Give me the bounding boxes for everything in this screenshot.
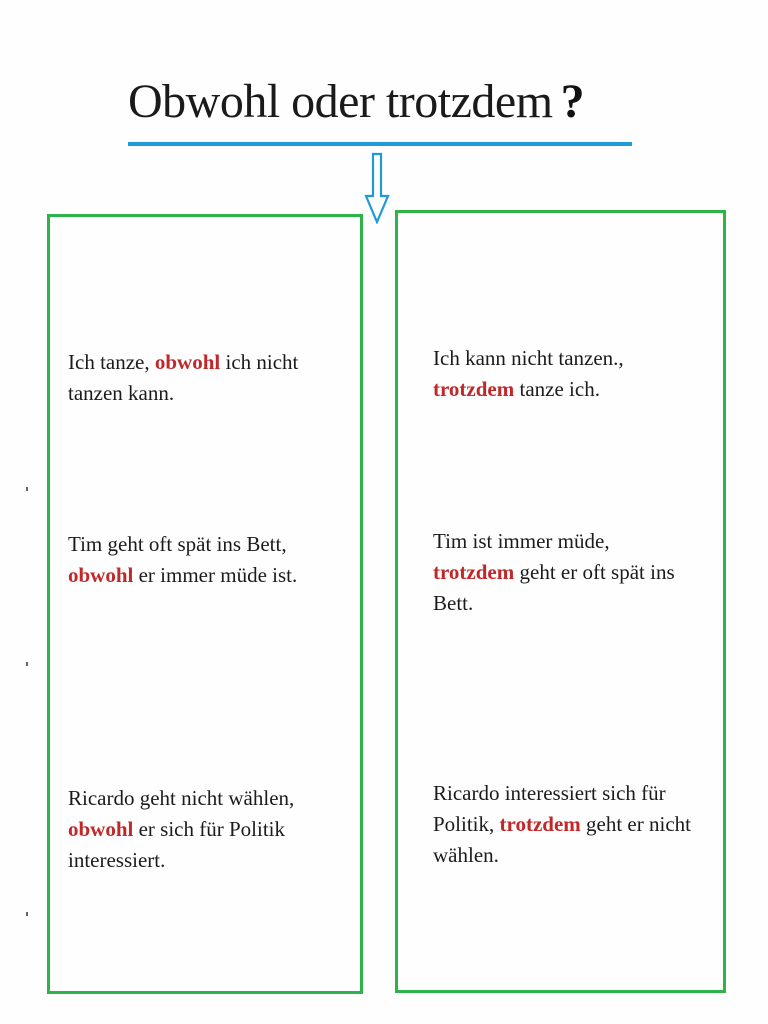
keyword-obwohl: obwohl: [154, 350, 221, 374]
obwohl-example-3: [68, 783, 294, 876]
keyword-trotzdem: trotzdem: [433, 560, 515, 584]
sentence-text: interessiert.: [68, 848, 166, 872]
sentence-text: geht er nicht: [580, 812, 691, 836]
sentence-text: wählen.: [433, 843, 499, 867]
title-question-mark: ?: [560, 75, 585, 128]
keyword-obwohl: obwohl: [68, 563, 134, 587]
sentence-text: Ich tanze,: [68, 350, 155, 374]
sentence-text: Tim geht oft spät ins Bett,: [68, 532, 287, 556]
sentence-text: Bett.: [433, 591, 474, 615]
obwohl-example-1: [68, 347, 298, 409]
down-arrow-icon: [364, 152, 390, 224]
trotzdem-example-2: [433, 526, 675, 619]
trotzdem-example-3: [433, 778, 691, 871]
sentence-text: Politik,: [433, 812, 500, 836]
sentence-text: er sich für Politik: [133, 817, 286, 841]
sentence-text: tanze ich.: [514, 377, 600, 401]
keyword-trotzdem: trotzdem: [433, 377, 515, 401]
sentence-text: Tim ist immer müde,: [433, 529, 610, 553]
sentence-text: Ricardo geht nicht wählen,: [68, 786, 295, 810]
sentence-text: Ricardo interessiert sich für: [433, 781, 666, 805]
scan-mark: [26, 912, 28, 916]
title-underline: [128, 142, 632, 146]
title-text: Obwohl oder trotzdem: [128, 75, 553, 128]
sentence-text: geht er oft spät ins: [514, 560, 675, 584]
obwohl-example-2: [68, 529, 297, 591]
sentence-text: er immer müde ist.: [133, 563, 298, 587]
sentence-text: tanzen kann.: [68, 381, 175, 405]
sentence-text: Ich kann nicht tanzen.,: [433, 346, 624, 370]
scan-mark: [26, 662, 28, 666]
keyword-obwohl: obwohl: [68, 817, 134, 841]
page-title: [128, 72, 584, 132]
sentence-text: ich nicht: [220, 350, 299, 374]
scan-mark: [26, 487, 28, 491]
keyword-trotzdem: trotzdem: [499, 812, 581, 836]
trotzdem-example-1: [433, 343, 624, 405]
obwohl-examples-box: [47, 214, 363, 994]
